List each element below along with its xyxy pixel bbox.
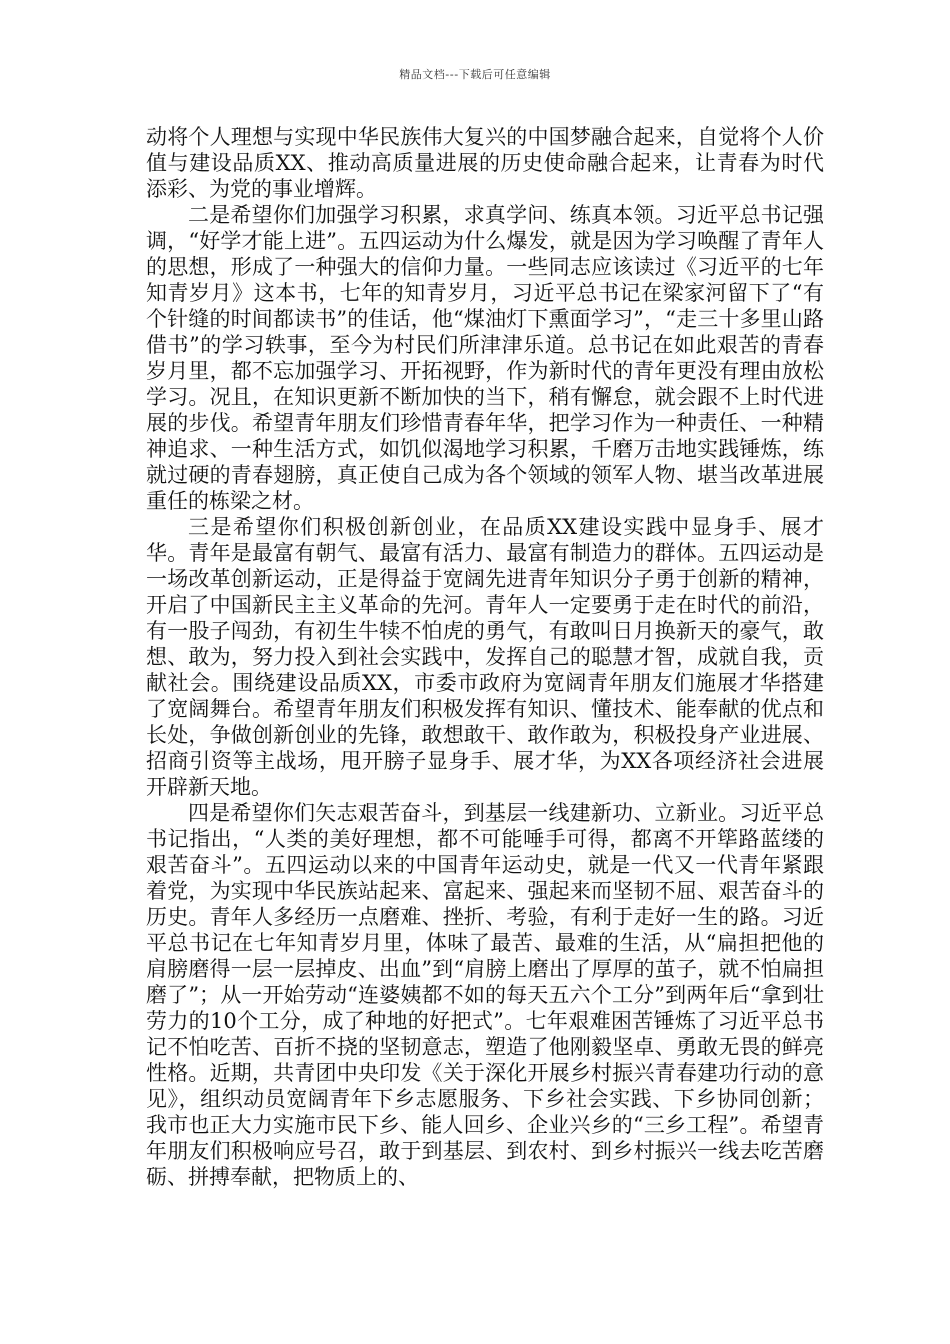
document-body <box>146 124 824 1190</box>
paragraph-2: 二是希望你们加强学习积累，求真学问、练真本领。习近平总书记强调，“好学才能上进”。五四运动为什么爆发，就是因为学习唤醒了青年人的思想，形成了一种强大的信仰力量。一些同志应该读过《习近平的七年知青岁月》这本书，七年的知青岁月，习近平总书记在梁家河留下了“有个针缝的时间都读书”的佳话，他“煤油灯下熏面学习”，“走三十多里山路借书”的学习轶事，至今为村民们所津津乐道。总书记在如此艰苦的青春岁月里，都不忘加强学习、开拓视野，作为新时代的青年更没有理由放松学习。况且，在知识更新不断加快的当下，稍有懈怠，就会跟不上时代进展的步伐。希望青年朋友们珍惜青春年华，把学习作为一种责任、一种精神追求、一种生活方式，如饥似渴地学习积累，千磨万击地实践锤炼，练就过硬的青春翅膀，真正使自己成为各个领域的领军人物、堪当改革进展重任的栋梁之材。 <box>146 203 824 513</box>
paragraph-1: 动将个人理想与实现中华民族伟大复兴的中国梦融合起来，自觉将个人价值与建设品质XX、推动高质量进展的历史使命融合起来，让青春为时代添彩、为党的事业增辉。 <box>146 125 824 201</box>
paragraph-3: 三是希望你们积极创新创业，在品质XX建设实践中显身手、展才华。青年是最富有朝气、最富有活力、最富有制造力的群体。五四运动是一场改革创新运动，正是得益于宽阔先进青年知识分子勇于创新的精神，开启了中国新民主主义革命的先河。青年人一定要勇于走在时代的前沿，有一股子闯劲，有初生牛犊不怕虎的勇气，有敢叫日月换新天的豪气，敢想、敢为，努力投入到社会实践中，发挥自己的聪慧才智，成就自我，贡献社会。围绕建设品质XX，市委市政府为宽阔青年朋友们施展才华搭建了宽阔舞台。希望青年朋友们积极发挥有知识、懂技术、能奉献的优点和长处，争做创新创业的先锋，敢想敢干、敢作敢为，积极投身产业进展、招商引资等主战场，甩开膀子显身手、展才华，为XX各项经济社会进展开辟新天地。 <box>146 515 824 799</box>
paragraph-4: 四是希望你们矢志艰苦奋斗，到基层一线建新功、立新业。习近平总书记指出，“人类的美好理想，都不可能唾手可得，都离不开筚路蓝缕的艰苦奋斗”。五四运动以来的中国青年运动史，就是一代又一代青年紧跟着党，为实现中华民族站起来、富起来、强起来而坚韧不屈、艰苦奋斗的历史。青年人多经历一点磨难、挫折、考验，有利于走好一生的路。习近平总书记在七年知青岁月里，体味了最苦、最难的生活，从“扁担把他的肩膀磨得一层一层掉皮、出血”到“肩膀上磨出了厚厚的茧子，就不怕扁担磨了”；从一开始劳动“连婆姨都不如的每天五六个工分”到两年后“拿到壮劳力的10个工分，成了种地的好把式”。七年艰难困苦锤炼了习近平总书记不怕吃苦、百折不挠的坚韧意志，塑造了他刚毅坚卓、勇敢无畏的鲜亮性格。近期，共青团中央印发《关于深化开展乡村振兴青春建功行动的意见》，组织动员宽阔青年下乡志愿服务、下乡社会实践、下乡协同创新；我市也正大力实施市民下乡、能人回乡、企业兴乡的“三乡工程”。希望青年朋友们积极响应号召，敢于到基层、到农村、到乡村振兴一线去吃苦磨砺、拼搏奉献，把物质上的、 <box>146 801 824 1189</box>
page-header: 精品文档---下载后可任意编辑 <box>399 68 551 81</box>
